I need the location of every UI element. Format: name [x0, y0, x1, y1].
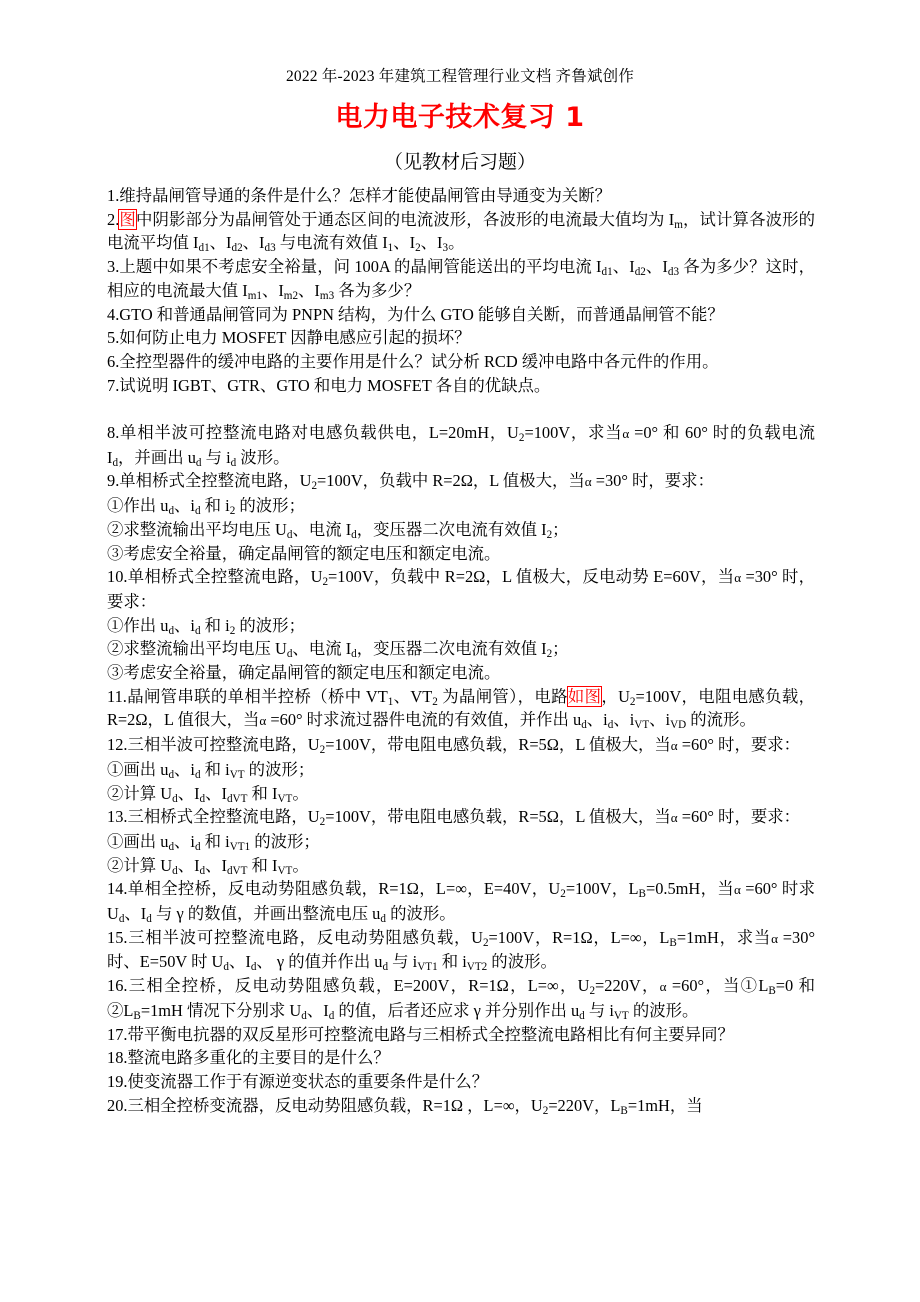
question-item: 1.维持晶闸管导通的条件是什么？怎样才能使晶闸管由导通变为关断？ [107, 186, 612, 205]
question-item: ②计算 $U_d$、$I_d$、$I_{dVT}$ 和 $I_{VT}$。 [107, 783, 309, 805]
document-subtitle: （见教材后习题） [383, 152, 536, 173]
question-item: 2.图中阴影部分为晶闸管处于通态区间的电流波形，各波形的电流最大值均为 $I_m$，试计算各波形的电流平均值 $I_{d1}$、$I_{d2}$、$I_{d3}$ 与电流有效值 $I_1$、$I_2$、$I_3$。 [107, 209, 816, 255]
question-item: ②求整流输出平均电压 $U_d$、电流 $I_d$，变压器二次电流有效值 $I_2$； [107, 639, 569, 661]
spacer-line [107, 397, 815, 421]
question-item: 20.三相全控桥变流器，反电动势阻感负载，R=1Ω ，L=∞，$U_2=220V$，$L_B=1mH$，当 [107, 1095, 703, 1117]
question-item: ①画出 $u_d$、$i_d$ 和 $i_{VT1}$ 的波形； [107, 831, 320, 854]
question-item: ①画出 $u_d$、$i_d$ 和 $i_{VT}$ 的波形； [107, 759, 315, 781]
question-item: ①作出 $u_d$、$i_d$ 和 $i_2$ 的波形； [107, 615, 305, 637]
question-item: 12.三相半波可控整流电路，$U_2=100V$，带电阻电感负载，R=5Ω，L 值极大，当α =60° 时，要求： [107, 735, 801, 757]
question-item: 6.全控型器件的缓冲电路的主要作用是什么？试分析 RCD 缓冲电路中各元件的作用。 [107, 351, 719, 371]
question-item: 10.单相桥式全控整流电路，$U_2=100V$，负载中 R=2Ω，L 值极大，反电动势 E=60V，当α =30° 时，要求： [107, 567, 815, 611]
question-item: ①作出 $u_d$、$i_d$ 和 $i_2$ 的波形； [107, 496, 305, 518]
question-item: 5.如何防止电力 MOSFET 因静电感应引起的损坏？ [107, 328, 471, 348]
question-item: 13.三相桥式全控整流电路，$U_2=100V$，带电阻电感负载，R=5Ω，L 值极大，当α =60° 时，要求： [107, 807, 801, 829]
red-highlight-rutu: 如图 [567, 686, 602, 706]
question-item: 7.试说明 IGBT、GTR、GTO 和电力 MOSFET 各自的优缺点。 [107, 375, 551, 395]
page-title: 电力电子技术复习 1 [335, 102, 585, 133]
question-item: 9.单相桥式全控整流电路，$U_2=100V$，负载中 R=2Ω，L 值极大，当α =30° 时，要求： [107, 471, 714, 493]
question-item: ③考虑安全裕量，确定晶闸管的额定电压和额定电流。 [107, 543, 501, 563]
question-item: 18.整流电路多重化的主要目的是什么？ [107, 1048, 390, 1068]
question-item: ②求整流输出平均电压 $U_d$、电流 $I_d$，变压器二次电流有效值 $I_2$； [107, 519, 569, 541]
red-highlight-tu: 图 [119, 209, 136, 229]
question-item: 8.单相半波可控整流电路对电感负载供电，L=20mH，$U_2=100V$，求当α =0° 和 60° 时的负载电流 $I_d$，并画出 $u_d$ 与 $i_d$ 波形。 [107, 423, 815, 469]
question-item: 16.三相全控桥，反电动势阻感负载，E=200V，R=1Ω，L=∞，$U_2=220V$，α =60°，当$①L_B=0$ 和$②L_B=1mH$ 情况下分别求 $U_d$、$I_d$ 的值，后者还应求 γ 并分别作出 $u_d$ 与 $i_{VT}$ 的波形。 [107, 976, 815, 1022]
question-item: ②计算 $U_d$、$I_d$、$I_{dVT}$ 和 $I_{VT}$。 [107, 855, 309, 877]
question-item: 4.GTO 和普通晶闸管同为 PNPN 结构，为什么 GTO 能够自关断，而普通晶闸管不能？ [107, 304, 724, 324]
document-header-line: 2022 年-2023 年建筑工程管理行业文档 齐鲁斌创作 [285, 68, 635, 85]
question-item: 14.单相全控桥，反电动势阻感负载，R=1Ω，L=∞，E=40V，$U_2=100V$，$L_B=0.5mH$，当α =60° 时求 $U_d$、$I_d$ 与 γ 的数值，并画出整流电压 $u_d$ 的波形。 [107, 879, 815, 926]
question-item: ③考虑安全裕量，确定晶闸管的额定电压和额定电流。 [107, 663, 501, 683]
question-item: 3.上题中如果不考虑安全裕量，问 100A 的晶闸管能送出的平均电流 $I_{d1}$、$I_{d2}$、$I_{d3}$ 各为多少？这时，相应的电流最大值 $I_{m1}$、$I_{m2}$、$I_{m3}$ 各为多少？ [107, 257, 815, 302]
question-item: 15.三相半波可控整流电路，反电动势阻感负载，$U_2=100V$，R=1Ω，L=∞，$L_B=1mH$，求当α =30° 时、E=50V 时 $U_d$、$I_d$、 γ 的值并作出 $u_d$ 与 $i_{VT1}$ 和 $i_{VT2}$ 的波形。 [107, 927, 815, 974]
question-list [107, 184, 815, 1117]
question-item: 17.带平衡电抗器的双反星形可控整流电路与三相桥式全控整流电路相比有何主要异同？ [107, 1024, 734, 1044]
question-item: 11.晶闸管串联的单相半控桥（桥中 $VT_1$、$VT_2$ 为晶闸管），电路如图，$U_2=100V$，电阻电感负载，R=2Ω，L 值很大，当α =60° 时求流过器件电流的有效值，并作出 $u_d$、$i_d$、$i_{VT}$、$i_{VD}$ 的流形。 [107, 686, 816, 732]
question-item: 19.使变流器工作于有源逆变状态的重要条件是什么？ [107, 1072, 489, 1091]
